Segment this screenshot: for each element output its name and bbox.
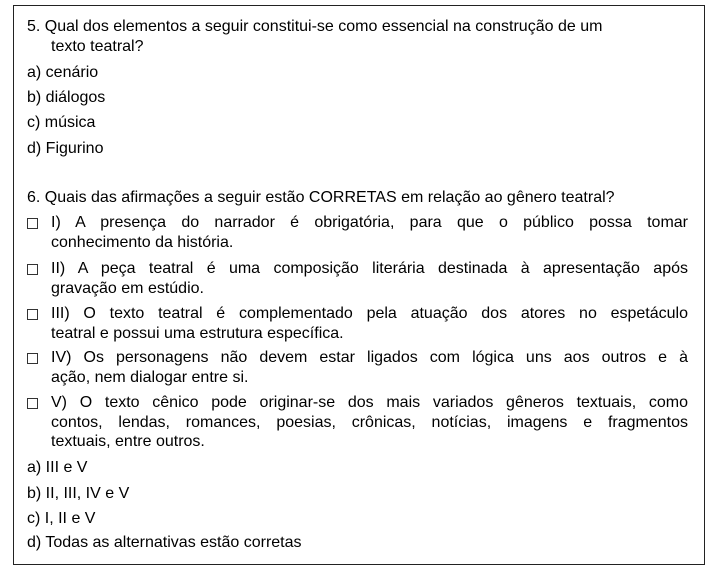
q5-title-line1: 5. Qual dos elementos a seguir constitui-se como essencial na construção de um [27,18,603,35]
q6-statement-5-line1: V) O texto cênico pode originar-se dos mais variados gêneros textuais, como [51,394,688,411]
q6-statement-3-line1: III) O texto teatral é complementado pela atuação dos atores no espetáculo [51,305,688,322]
q5-title-line2: texto teatral? [51,38,144,55]
q6-option-a: a) III e V [27,459,88,476]
checkbox-icon [27,309,38,320]
q6-statement-5-line3: textuais, entre outros. [51,433,205,450]
q5-option-d: d) Figurino [27,140,104,157]
q6-statement-4-line1: IV) Os personagens não devem estar ligados com lógica uns aos outros e à [51,349,688,366]
q6-option-d: d) Todas as alternativas estão corretas [27,534,302,551]
q6-statement-2-line2: gravação em estúdio. [51,280,204,297]
q6-statement-4-line2: ação, nem dialogar entre si. [51,369,249,386]
q6-title: 6. Quais das afirmações a seguir estão CORRETAS em relação ao gênero teatral? [27,189,615,206]
q5-option-b: b) diálogos [27,89,106,106]
q6-statement-2-line1: II) A peça teatral é uma composição literária destinada à apresentação após [51,260,688,277]
q6-statement-5-line2: contos, lendas, romances, poesias, crônicas, notícias, imagens e fragmentos [51,414,688,431]
q6-option-b: b) II, III, IV e V [27,485,130,502]
checkbox-icon [27,353,38,364]
checkbox-icon [27,398,38,409]
checkbox-icon [27,264,38,275]
q6-statement-3-line2: teatral e possui uma estrutura específica. [51,325,344,342]
q6-statement-1-line1: I) A presença do narrador é obrigatória, para que o público possa tomar [51,214,688,231]
checkbox-icon [27,218,38,229]
q5-option-a: a) cenário [27,64,99,81]
q5-option-c: c) música [27,114,96,131]
q6-statement-1-line2: conhecimento da história. [51,234,234,251]
q6-option-c: c) I, II e V [27,510,96,527]
